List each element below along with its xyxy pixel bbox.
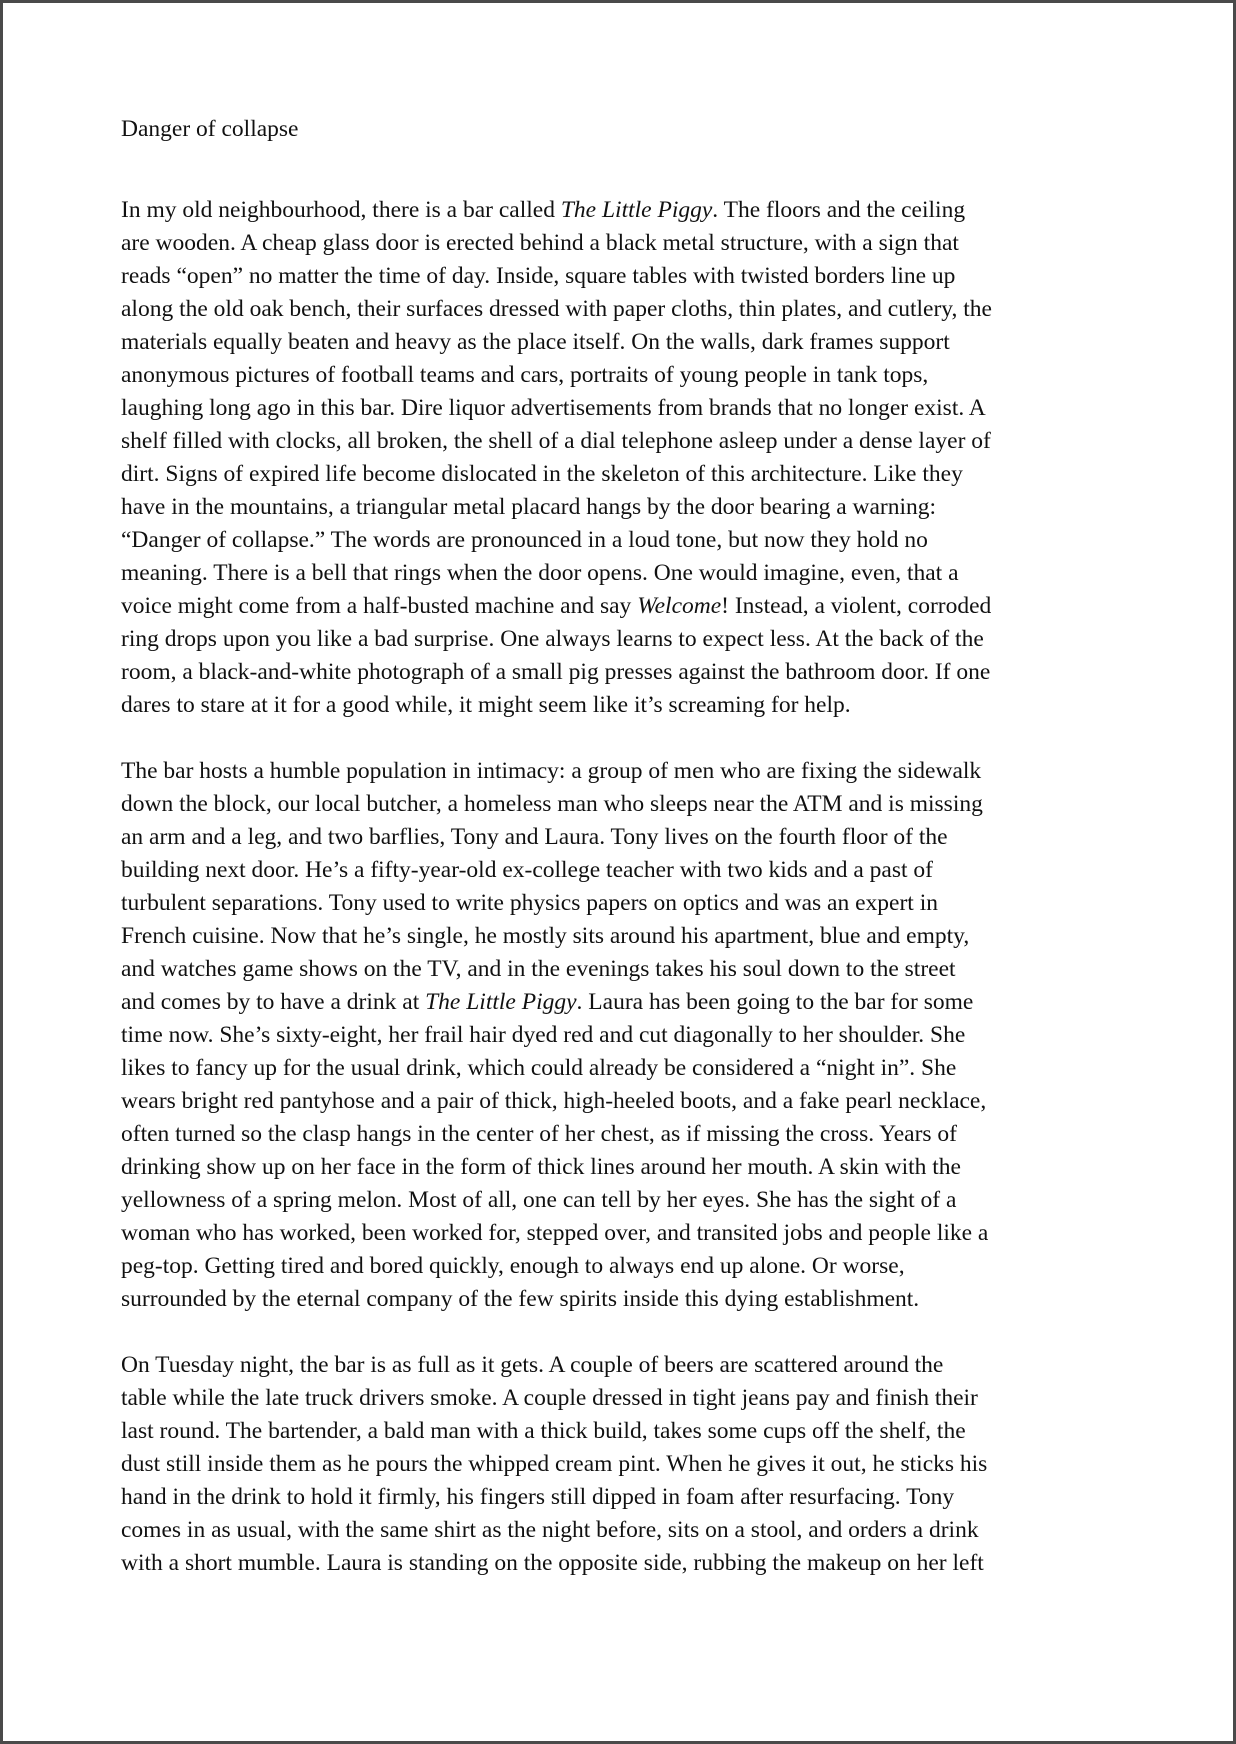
text-segment: The bar hosts a humble population in intimacy: a group of men who are fixing the sidewalk: [121, 758, 982, 784]
text-line: [121, 359, 1131, 392]
text-segment: room, a black-and-white photograph of a small pig presses against the bathroom door. If one: [121, 659, 991, 685]
text-segment: last round. The bartender, a bald man with a thick build, takes some cups off the shelf, the: [121, 1418, 966, 1444]
text-line: [121, 590, 1131, 623]
text-line: [121, 1514, 1131, 1547]
text-segment: along the old oak bench, their surfaces dressed with paper cloths, thin plates, and cutlery, the: [121, 296, 992, 322]
text-segment: ! Instead, a violent, corroded: [721, 593, 992, 619]
text-line: [121, 1085, 1131, 1118]
text-line: [121, 1382, 1131, 1415]
text-line: [121, 788, 1131, 821]
paragraph: [121, 1349, 1131, 1580]
text-segment: building next door. He’s a fifty-year-old ex-college teacher with two kids and a past of: [121, 857, 933, 883]
text-line: [121, 1019, 1131, 1052]
text-segment: French cuisine. Now that he’s single, he mostly sits around his apartment, blue and empty,: [121, 923, 970, 949]
text-line: [121, 1217, 1131, 1250]
text-segment: anonymous pictures of football teams and cars, portraits of young people in tank tops,: [121, 362, 929, 388]
paragraph-list: [121, 194, 1131, 1580]
paragraph: [121, 755, 1131, 1316]
text-line: [121, 920, 1131, 953]
text-segment: voice might come from a half-busted machine and say: [121, 593, 638, 619]
text-segment: have in the mountains, a triangular metal placard hangs by the door bearing a warning:: [121, 494, 937, 520]
text-line: [121, 260, 1131, 293]
text-segment: drinking show up on her face in the form of thick lines around her mouth. A skin with the: [121, 1154, 961, 1180]
text-segment: time now. She’s sixty-eight, her frail hair dyed red and cut diagonally to her shoulder. She: [121, 1022, 966, 1048]
text-segment: likes to fancy up for the usual drink, which could already be considered a “night in”. She: [121, 1055, 957, 1081]
text-segment: dirt. Signs of expired life become dislocated in the skeleton of this architecture. Like they: [121, 461, 963, 487]
text-line: [121, 524, 1131, 557]
text-segment: and comes by to have a drink at: [121, 989, 426, 1015]
text-segment: surrounded by the eternal company of the few spirits inside this dying establishment.: [121, 1286, 920, 1312]
text-segment: woman who has worked, been worked for, stepped over, and transited jobs and people like a: [121, 1220, 989, 1246]
text-line: [121, 1283, 1131, 1316]
text-line: [121, 1151, 1131, 1184]
text-segment: . Laura has been going to the bar for some: [576, 989, 974, 1015]
text-segment: turbulent separations. Tony used to write physics papers on optics and was an expert in: [121, 890, 938, 916]
text-segment: are wooden. A cheap glass door is erected behind a black metal structure, with a sign that: [121, 230, 959, 256]
text-segment: an arm and a leg, and two barflies, Tony and Laura. Tony lives on the fourth floor of the: [121, 824, 948, 850]
text-line: [121, 1349, 1131, 1382]
text-line: [121, 557, 1131, 590]
text-line: [121, 458, 1131, 491]
text-segment: hand in the drink to hold it firmly, his fingers still dipped in foam after resurfacing. Tony: [121, 1484, 955, 1510]
text-segment: down the block, our local butcher, a homeless man who sleeps near the ATM and is missing: [121, 791, 983, 817]
text-line: [121, 425, 1131, 458]
text-segment: “Danger of collapse.” The words are pronounced in a loud tone, but now they hold no: [121, 527, 928, 553]
text-line: [121, 1118, 1131, 1151]
italic-text: The Little Piggy: [560, 197, 713, 223]
document-title: Danger of collapse: [121, 116, 299, 142]
text-segment: yellowness of a spring melon. Most of all, one can tell by her eyes. She has the sight of a: [121, 1187, 957, 1213]
text-segment: and watches game shows on the TV, and in the evenings takes his soul down to the street: [121, 956, 956, 982]
text-line: [121, 887, 1131, 920]
text-line: [121, 854, 1131, 887]
text-line: [121, 392, 1131, 425]
text-segment: reads “open” no matter the time of day. Inside, square tables with twisted borders line up: [121, 263, 956, 289]
text-segment: with a short mumble. Laura is standing on the opposite side, rubbing the makeup on her left: [121, 1550, 984, 1576]
text-line: [121, 1052, 1131, 1085]
italic-text: Welcome: [637, 593, 722, 619]
text-line: [121, 227, 1131, 260]
text-line: [121, 293, 1131, 326]
text-segment: materials equally beaten and heavy as the place itself. On the walls, dark frames support: [121, 329, 950, 355]
text-line: [121, 1184, 1131, 1217]
text-line: [121, 1250, 1131, 1283]
text-line: [121, 1481, 1131, 1514]
text-segment: ring drops upon you like a bad surprise. One always learns to expect less. At the back of the: [121, 626, 984, 652]
text-line: [121, 1448, 1131, 1481]
text-segment: meaning. There is a bell that rings when the door opens. One would imagine, even, that a: [121, 560, 959, 586]
text-line: [121, 491, 1131, 524]
text-segment: dust still inside them as he pours the whipped cream pint. When he gives it out, he sticks his: [121, 1451, 988, 1477]
text-line: [121, 1547, 1131, 1580]
text-line: [121, 656, 1131, 689]
paragraph: [121, 194, 1131, 722]
text-segment: often turned so the clasp hangs in the center of her chest, as if missing the cross. Years of: [121, 1121, 958, 1147]
text-segment: On Tuesday night, the bar is as full as it gets. A couple of beers are scattered around the: [121, 1352, 944, 1378]
text-segment: dares to stare at it for a good while, it might seem like it’s screaming for help.: [121, 692, 851, 718]
text-segment: . The floors and the ceiling: [712, 197, 966, 223]
text-line: [121, 326, 1131, 359]
text-line: [121, 986, 1131, 1019]
text-segment: table while the late truck drivers smoke. A couple dressed in tight jeans pay and finish their: [121, 1385, 978, 1411]
text-segment: shelf filled with clocks, all broken, the shell of a dial telephone asleep under a dense layer of: [121, 428, 991, 454]
text-line: [121, 1415, 1131, 1448]
text-line: [121, 755, 1131, 788]
text-line: [121, 953, 1131, 986]
text-segment: laughing long ago in this bar. Dire liquor advertisements from brands that no longer exist. A: [121, 395, 986, 421]
text-line: [121, 821, 1131, 854]
italic-text: The Little Piggy: [425, 989, 577, 1015]
text-segment: comes in as usual, with the same shirt as the night before, sits on a stool, and orders a drink: [121, 1517, 979, 1543]
text-line: [121, 623, 1131, 656]
text-segment: wears bright red pantyhose and a pair of thick, high-heeled boots, and a fake pearl necklace,: [121, 1088, 987, 1114]
text-segment: peg-top. Getting tired and bored quickly, enough to always end up alone. Or worse,: [121, 1253, 905, 1279]
text-line: [121, 194, 1131, 227]
text-segment: In my old neighbourhood, there is a bar called: [121, 197, 561, 223]
document-body: [121, 113, 1131, 1613]
text-line: [121, 689, 1131, 722]
